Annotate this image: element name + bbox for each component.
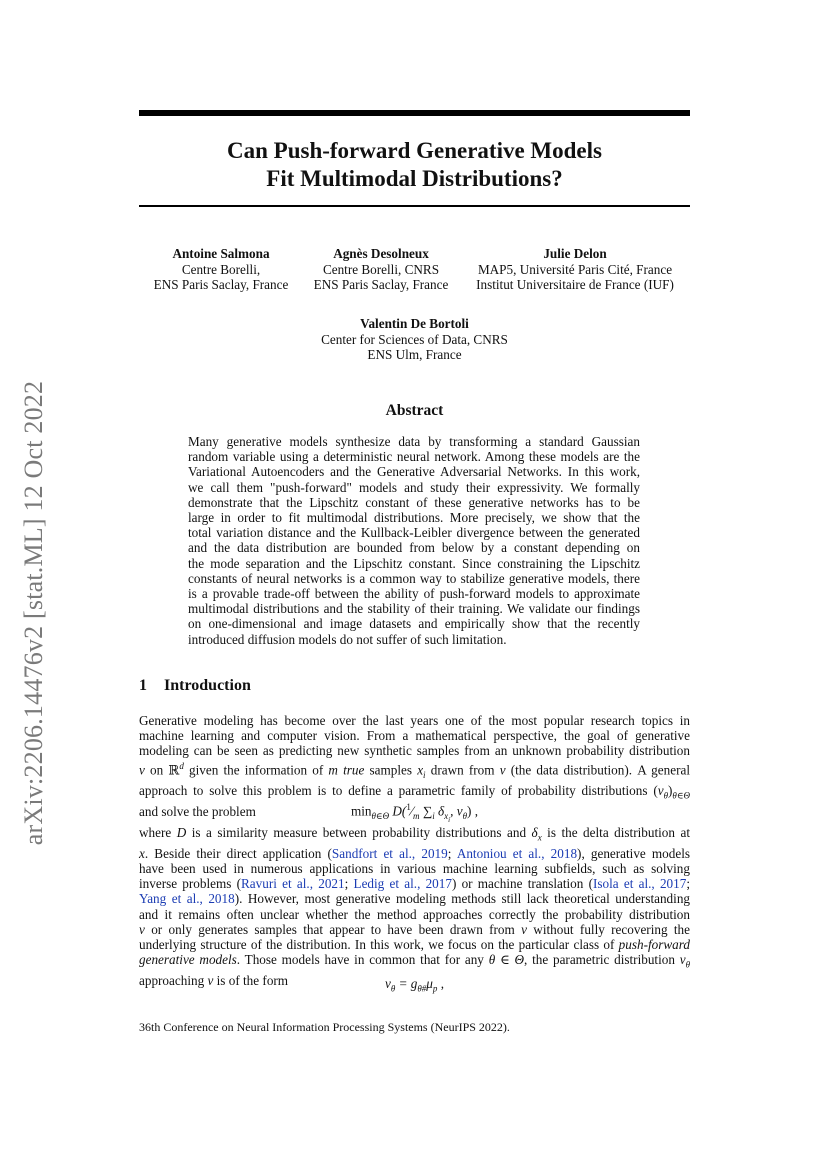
text-line: generative models. Those models have in common that for any θ ∈ Θ, the parametric distribution $\nu_\theta$	[139, 952, 691, 970]
abstract-body	[188, 434, 640, 647]
abstract-line: introduced diffusion models do not suffer of such limitation.	[188, 631, 507, 647]
text-line: approaching ν is of the form	[139, 973, 289, 989]
text-line: machine learning and computer vision. From a mathematical perspective, the goal of generative	[139, 728, 690, 744]
author-block-1	[140, 246, 302, 293]
section-heading	[139, 677, 251, 695]
author-affiliation: ENS Paris Saclay, France	[313, 277, 449, 292]
abstract-line: multimodal distributions and the stability of their training. We validate our findings	[188, 601, 640, 617]
author-affiliation: ENS Ulm, France	[367, 347, 462, 362]
equation-1: $\min_{\theta\in\Theta}$ $D(^1⁄_m$ $\sum_i$ $\delta_{x_i}$, $\nu_\theta$) ,	[350, 802, 478, 824]
abstract-line: constants of neural networks is a common way to stabilize generative models, there	[188, 570, 640, 586]
author-name: Agnès Desolneux	[333, 246, 429, 261]
author-block-3	[462, 246, 688, 293]
abstract-line: we call them "push-forward" models and study their expressivity. We formally	[188, 479, 640, 495]
author-affiliation: ENS Paris Saclay, France	[153, 277, 289, 292]
text-line: underlying structure of the distribution. In this work, we focus on the particular class of push-forward	[139, 937, 690, 953]
text-line: Generative modeling has become over the last years one of the most popular research topics in	[139, 713, 690, 728]
text-line: inverse problems (Ravuri et al., 2021; Ledig et al., 2017) or machine translation (Isola et al., 2017;	[139, 876, 690, 892]
text-line: ν on ℝ$^d$ given the information of m true samples $x_i$ drawn from ν (the data distribution). A general	[139, 760, 690, 780]
abstract-line: random variable using a deterministic neural network. Among these models are the	[188, 449, 640, 465]
section-title: Introduction	[164, 677, 251, 694]
intro-paragraph-2	[139, 825, 690, 988]
author-affiliation: Center for Sciences of Data, CNRS	[321, 331, 508, 347]
text-line: and it remains often unclear whether the method approaches correctly the probability distribution	[139, 906, 690, 922]
abstract-line: Many generative models synthesize data by transforming a standard Gaussian	[188, 434, 640, 449]
citation-link[interactable]: Antoniou et al., 2018	[456, 845, 578, 861]
text-line: and solve the problem	[139, 803, 256, 819]
abstract-line: demonstrate that the Lipschitz constant of these generative networks has to be	[188, 494, 640, 510]
author-affiliation: Institut Universitaire de France (IUF)	[476, 277, 674, 292]
author-name: Julie Delon	[543, 246, 607, 261]
author-name: Antoine Salmona	[172, 246, 270, 261]
citation-link[interactable]: Sandfort et al., 2019	[331, 845, 448, 861]
author-affiliation: Centre Borelli, CNRS	[322, 261, 440, 277]
conference-footnote: 36th Conference on Neural Information Processing Systems (NeurIPS 2022).	[139, 1020, 510, 1034]
author-affiliation: MAP5, Université Paris Cité, France	[477, 261, 673, 277]
text-line: x. Beside their direct application (Sandfort et al., 2019; Antoniou et al., 2018), generative models	[139, 845, 691, 861]
abstract-heading: Abstract	[385, 402, 444, 419]
equation-2: $\nu_\theta = g_{\theta\#}\mu_p$ ,	[384, 976, 444, 994]
citation-link[interactable]: Isola et al., 2017	[593, 876, 687, 892]
author-name: Valentin De Bortoli	[360, 316, 469, 331]
title-line-1: Can Push-forward Generative Models	[227, 138, 602, 163]
citation-link[interactable]: Ledig et al., 2017	[353, 876, 452, 892]
text-line: approach to solve this problem is to define a parametric family of probability distributions $(\nu_\theta)_{\theta\in\Theta}$	[139, 782, 690, 801]
text-line: ν or only generates samples that appear to have been drawn from ν without fully recovering the	[139, 921, 690, 937]
citation-link[interactable]: Ravuri et al., 2021	[241, 876, 345, 892]
abstract-line: Variational Autoencoders and the Generative Adversarial Networks. In this work,	[188, 464, 640, 480]
author-affiliation: Centre Borelli,	[181, 261, 261, 277]
text-line: modeling can be seen as predicting new synthetic samples from an unknown probability distribution	[139, 743, 690, 759]
abstract-line: the mode separation and the Lipschitz constant. Since constraining the Lipschitz	[188, 555, 640, 571]
title-bottom-rule	[139, 205, 690, 207]
text-line: Yang et al., 2018). However, most generative modeling methods still lack theoretical understanding	[139, 891, 691, 907]
text-line: where D is a similarity measure between probability distributions and $\delta_x$ is the delta distribution at	[139, 825, 690, 843]
section-number: 1	[139, 677, 147, 694]
text-line: have been used in numerous applications in various machine learning subfields, such as solving	[139, 861, 690, 877]
abstract-line: and the data distribution are bounded from below by a constant depending on	[188, 540, 640, 556]
title-line-2: Fit Multimodal Distributions?	[266, 166, 563, 191]
title-top-rule	[139, 110, 690, 116]
abstract-line: is a provable trade-off between the ability of push-forward models to approximate	[188, 586, 640, 602]
paper-title	[139, 137, 690, 193]
citation-link[interactable]: Yang et al., 2018	[139, 891, 235, 907]
arxiv-stamp	[16, 358, 52, 868]
abstract-line: large in order to fit multimodal distributions. More precisely, we show that the	[188, 510, 640, 526]
abstract-line: total variation distance and the Kullback-Leibler divergence between the generated	[188, 525, 640, 541]
author-block-4	[139, 316, 690, 363]
author-block-2	[302, 246, 460, 293]
abstract-line: on one-dimensional and image datasets and empirically show that the recently	[188, 616, 640, 632]
arxiv-stamp-text: arXiv:2206.14476v2 [stat.ML] 12 Oct 2022	[19, 380, 48, 846]
